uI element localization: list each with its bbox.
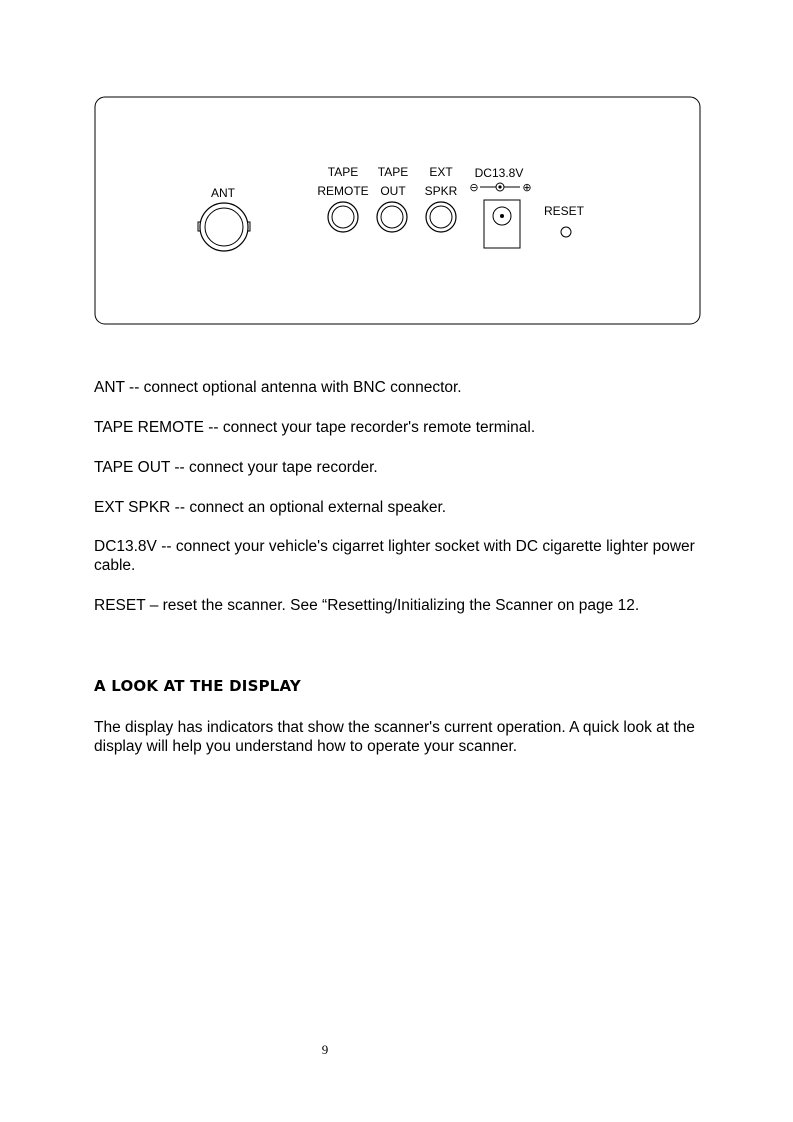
tape-out-description: TAPE OUT -- connect your tape recorder.: [94, 459, 378, 476]
polarity-positive-symbol: ⊕: [522, 181, 532, 194]
ext-spkr-label-line2: SPKR: [424, 184, 458, 198]
tape-remote-label-line1: TAPE: [327, 165, 359, 179]
section-body: The display has indicators that show the scanner's current operation. A quick look at the display will help you understand how to operate your scanner.: [94, 719, 695, 755]
reset-button-icon: [561, 227, 571, 237]
section-heading: A LOOK AT THE DISPLAY: [94, 677, 301, 695]
dc-power-jack-icon: [484, 200, 520, 248]
tape-out-label-line1: TAPE: [377, 165, 409, 179]
ext-spkr-jack-icon: [426, 202, 456, 232]
tape-out-jack-icon: [377, 202, 407, 232]
reset-description: RESET – reset the scanner. See “Resetting/Initializing the Scanner on page 12.: [94, 597, 640, 614]
page-number: 9: [321, 1042, 329, 1057]
bnc-connector-icon: [198, 203, 250, 251]
tape-remote-jack-icon: [328, 202, 358, 232]
rear-panel-diagram: [94, 96, 702, 326]
dc-polarity-icon: [469, 181, 531, 194]
dc-description: DC13.8V -- connect your vehicle's cigarret lighter socket with DC cigarette lighter power cable.: [94, 538, 695, 574]
ext-spkr-label-line1: EXT: [429, 165, 453, 179]
ant-label: ANT: [211, 186, 235, 200]
panel-outline: [95, 97, 700, 324]
ext-spkr-description: EXT SPKR -- connect an optional external speaker.: [94, 499, 447, 516]
dc-label: DC13.8V: [474, 166, 524, 180]
polarity-negative-symbol: ⊖: [469, 181, 479, 194]
reset-label: RESET: [543, 204, 585, 218]
tape-remote-description: TAPE REMOTE -- connect your tape recorder's remote terminal.: [94, 419, 536, 436]
tape-remote-label-line2: REMOTE: [317, 184, 369, 198]
ant-description: ANT -- connect optional antenna with BNC connector.: [94, 379, 462, 396]
tape-out-label-line2: OUT: [380, 184, 406, 198]
